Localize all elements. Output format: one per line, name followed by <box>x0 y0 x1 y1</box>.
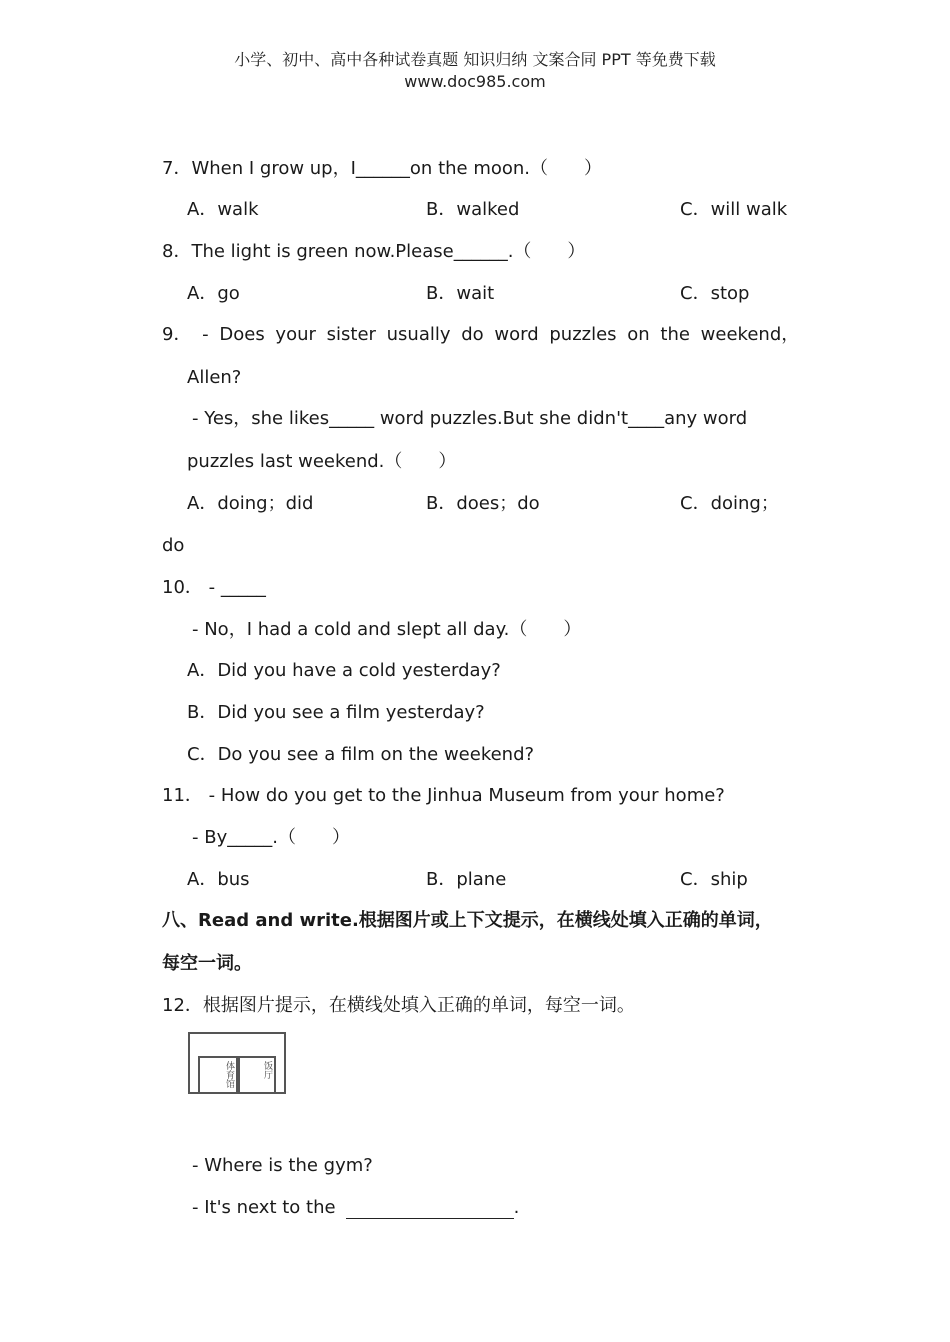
gym-room: 体育馆 <box>198 1056 238 1094</box>
q9-reply-line-1: - Yes，she likes_____ word puzzles.But she didn't____any word <box>192 408 748 429</box>
q12-stem: 12．根据图片提示，在横线处填入正确的单词，每空一词。 <box>162 995 635 1016</box>
q12-question: - Where is the gym? <box>192 1155 373 1176</box>
q9-option-a: A．doing；did <box>187 493 314 514</box>
q9-option-c: C．doing； <box>680 493 779 514</box>
q11-option-c: C．ship <box>680 869 748 890</box>
q12-answer <box>192 1197 519 1219</box>
q12-answer-end: . <box>513 1197 520 1218</box>
q10-option-b: B．Did you see a film yesterday? <box>187 702 485 723</box>
q7-option-b: B．walked <box>426 199 520 220</box>
q11-option-a: A．bus <box>187 869 250 890</box>
q8-option-c: C．stop <box>680 283 750 304</box>
q7-stem: 7．When I grow up，I______on the moon.（ ） <box>162 158 603 179</box>
q10-reply: - No，I had a cold and slept all day.（ ） <box>192 619 582 640</box>
q9-option-b: B．does；do <box>426 493 540 514</box>
q11-reply: - By_____.（ ） <box>192 827 350 848</box>
q9-option-c-continued: do <box>162 535 185 556</box>
q7-option-a: A．walk <box>187 199 259 220</box>
q12-answer-text: - It's next to the <box>192 1197 336 1218</box>
header-line-1: 小学、初中、高中各种试卷真题 知识归纳 文案合同 PPT 等免费下载 <box>234 50 716 69</box>
q8-stem: 8．The light is green now.Please______.（ ） <box>162 241 586 262</box>
q7-option-c: C．will walk <box>680 199 788 220</box>
floor-plan-picture <box>188 1032 286 1094</box>
q8-option-a: A．go <box>187 283 240 304</box>
section-8-title-line-1: 八、Read and write.根据图片或上下文提示，在横线处填入正确的单词， <box>162 910 773 931</box>
q11-option-b: B．plane <box>426 869 507 890</box>
q10-stem: 10． - _____ <box>162 577 266 598</box>
q9-stem-line-2: Allen? <box>187 367 242 388</box>
q8-option-b: B．wait <box>426 283 495 304</box>
dining-hall-room: 饭厅 <box>238 1056 276 1094</box>
q10-option-a: A．Did you have a cold yesterday? <box>187 660 501 681</box>
header-url[interactable]: www.doc985.com <box>404 72 546 91</box>
q12-answer-blank[interactable] <box>346 1200 514 1219</box>
q10-option-c: C．Do you see a film on the weekend? <box>187 744 535 765</box>
q9-reply-line-2: puzzles last weekend.（ ） <box>187 451 457 472</box>
q9-stem-line-1: 9． - Does your sister usually do word puzzles on the weekend， <box>162 324 800 345</box>
q11-stem: 11． - How do you get to the Jinhua Museum from your home? <box>162 785 725 806</box>
section-8-title-line-2: 每空一词。 <box>162 953 252 974</box>
